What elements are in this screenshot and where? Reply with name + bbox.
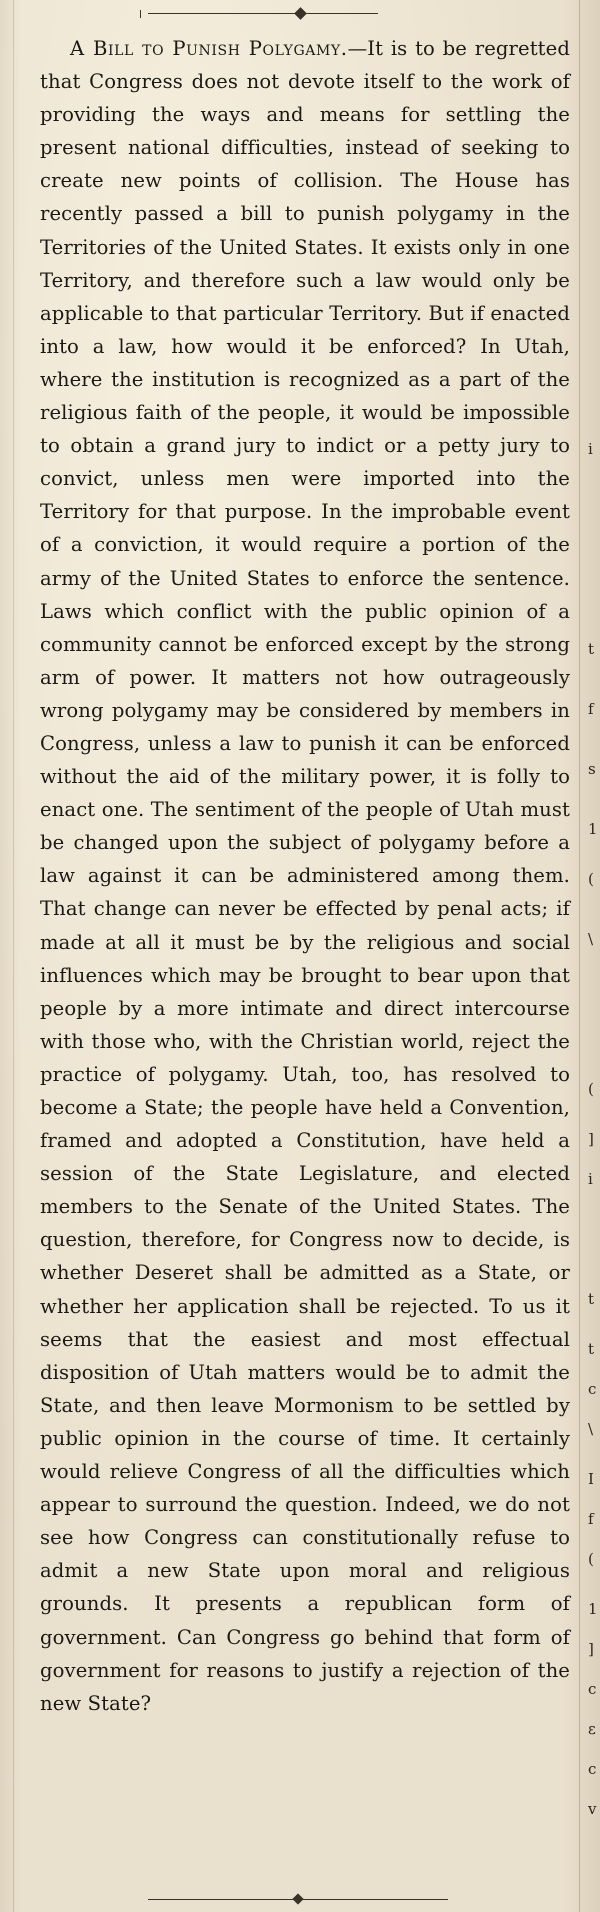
top-rule <box>148 13 378 14</box>
adjacent-column-bleed: i t f s 1 ( \ ( ] i t t c \ I f ( 1 ] c ε c v <box>588 440 598 1818</box>
top-rule-end <box>140 10 141 18</box>
top-rule-ornament <box>294 7 307 20</box>
bottom-rule-ornament <box>292 1893 303 1904</box>
article <box>40 32 570 1720</box>
article-body: —It is to be regretted that Congress does not devote itself to the work of providing the ways and means for settling the present national difficulties, instead of seeking to create new points of collision. The House has recently passed a bill to punish polygamy in the Territories of the United States. It exists only in one Territory, and therefore such a law would only be applicable to that particular Territory. But if enacted into a law, how would it be enforced? In Utah, where the institution is recognized as a part of the religious faith of the people, it would be impossible to obtain a grand jury to indict or a petty jury to convict, unless men were imported into the Territory for that purpose. In the improbable event of a conviction, it would require a portion of the army of the United States to enforce the sentence. Laws which conflict with the public opinion of a community cannot be enforced except by the strong arm of power. It matters not how outrageously wrong polygamy may be considered by members in Congress, unless a law to punish it can be enforced without the aid of the military power, it is folly to enact one. The sentiment of the people of Utah must be changed upon the subject of polygamy before a law against it can be administered among them. That change can never be effected by penal acts; if made at all it must be by the religious and social influences which may be brought to bear upon that people by a more intimate and direct intercourse with those who, with the Christian world, reject the practice of polygamy. Utah, too, has resolved to become a State; the people have held a Convention, framed and adopted a Constitution, have held a session of the State Legislature, and elected members to the Senate of the United States. The question, therefore, for Congress now to decide, is whether Deseret shall be admitted as a State, or whether her application shall be rejected. To us it seems that the easiest and most effectual disposition of Utah matters would be to admit the State, and then leave Mormonism to be settled by public opinion in the course of time. It certainly would relieve Congress of all the difficulties which appear to surround the question. Indeed, we do not see how Congress can constitutionally refuse to admit a new State upon moral and religious grounds. It presents a republican form of government. Can Congress go behind that form of government for reasons to justify a rejection of the new State? <box>40 37 570 1715</box>
column-left-edge <box>13 0 14 1912</box>
article-paragraph <box>40 32 570 1720</box>
column-rule <box>579 0 580 1912</box>
article-headline: A Bill to Punish Polygamy. <box>70 37 348 60</box>
